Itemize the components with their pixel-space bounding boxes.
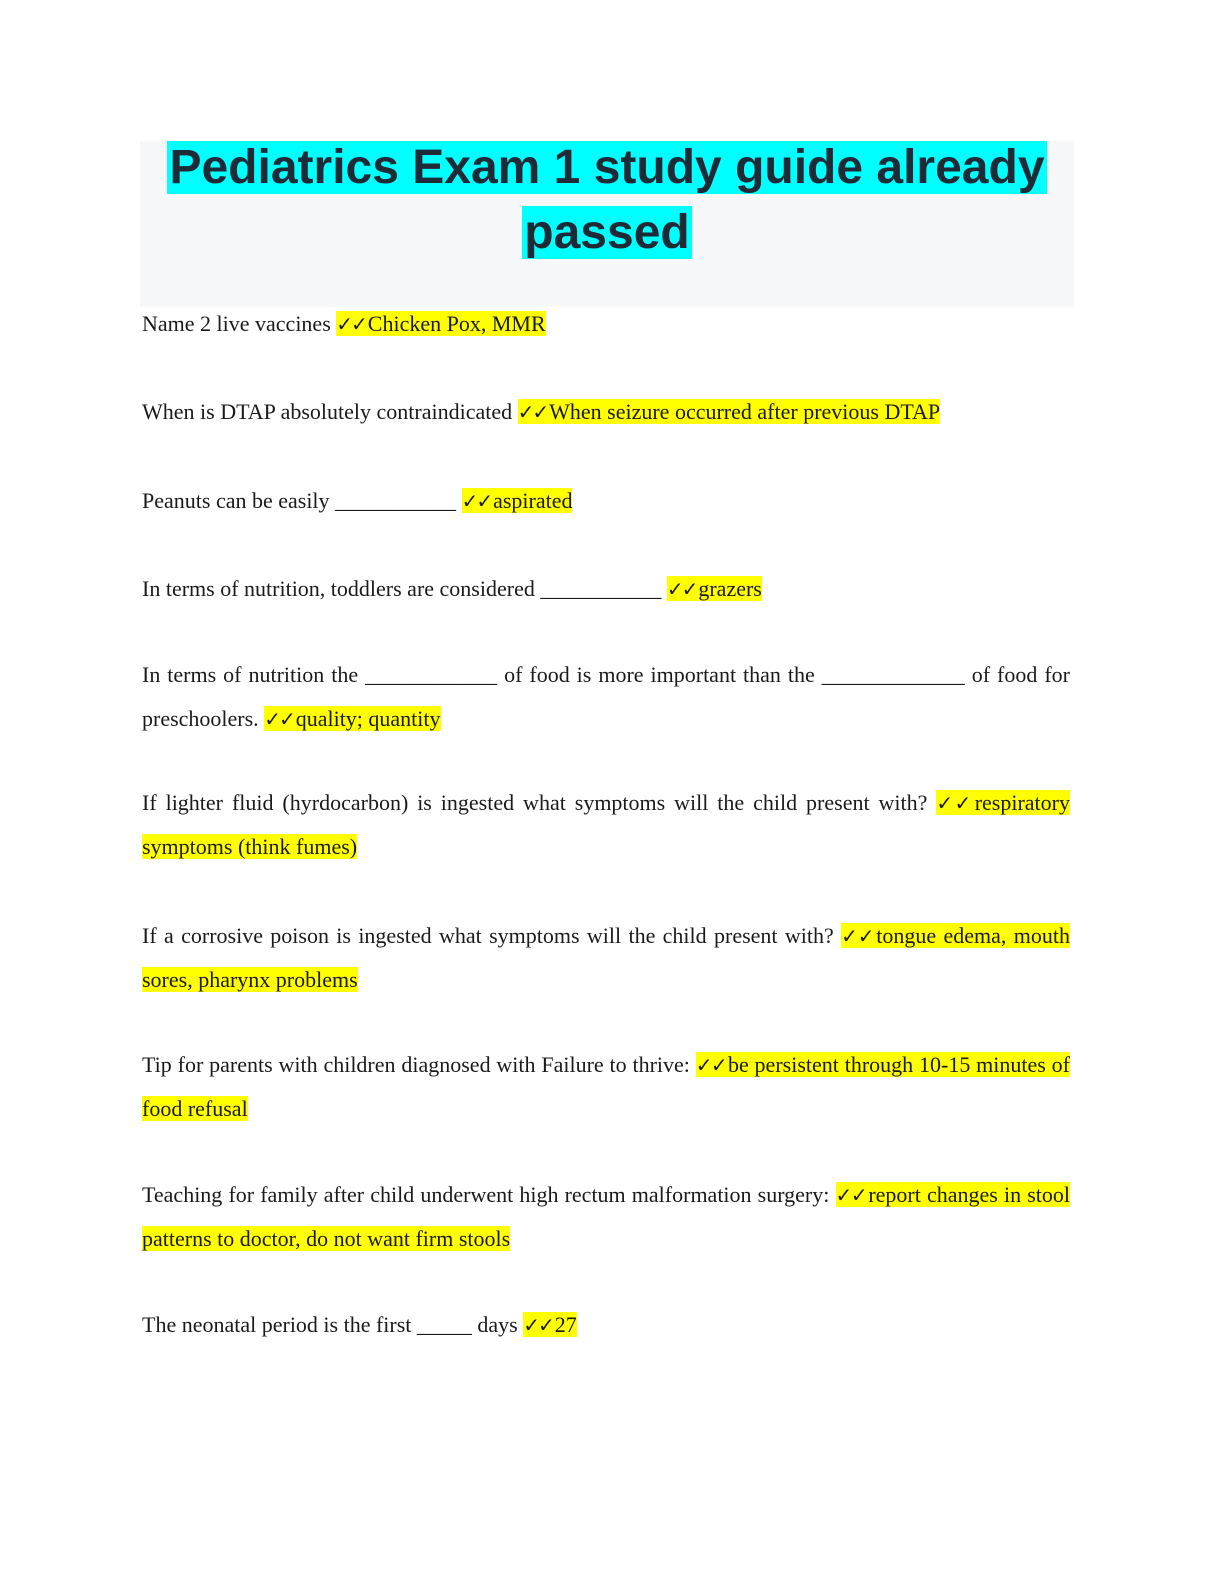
qa-item — [142, 653, 1070, 741]
qa-item — [142, 567, 1070, 611]
double-check-icon: ✓✓ — [936, 791, 973, 815]
answer-highlight — [518, 399, 941, 424]
qa-item — [142, 479, 1070, 523]
question-text: In terms of nutrition the ____________ of food is more important than the _____________ of food for preschoolers. — [142, 662, 1070, 731]
answer-text: grazers — [698, 576, 762, 601]
answer-text: quality; quantity — [295, 706, 441, 731]
double-check-icon: ✓✓ — [336, 312, 366, 336]
question-text: Teaching for family after child underwent high rectum malformation surgery: — [142, 1182, 836, 1207]
double-check-icon: ✓✓ — [841, 924, 875, 948]
qa-item — [142, 302, 1070, 346]
answer-highlight — [523, 1312, 577, 1337]
double-check-icon: ✓✓ — [695, 1053, 726, 1077]
answer-text: tongue edema, mouth sores, pharynx problems — [142, 923, 1070, 992]
answer-text: aspirated — [493, 488, 573, 513]
question-text: Tip for parents with children diagnosed with Failure to thrive: — [142, 1052, 696, 1077]
qa-item — [142, 1043, 1070, 1131]
question-text: Peanuts can be easily ___________ — [142, 488, 462, 513]
question-text: Name 2 live vaccines — [142, 311, 337, 336]
answer-text: report changes in stool patterns to doctor, do not want firm stools — [142, 1182, 1071, 1251]
answer-highlight — [667, 576, 762, 601]
qa-item — [142, 1173, 1070, 1261]
qa-item — [142, 781, 1070, 869]
double-check-icon: ✓✓ — [666, 577, 697, 601]
double-check-icon: ✓✓ — [264, 707, 294, 731]
question-text: When is DTAP absolutely contraindicated — [142, 399, 518, 424]
answer-text: 27 — [554, 1312, 577, 1337]
question-text: If lighter fluid (hyrdocarbon) is ingested what symptoms will the child present with? — [142, 790, 937, 815]
answer-text: Chicken Pox, MMR — [367, 311, 546, 336]
page-title: Pediatrics Exam 1 study guide already passed — [169, 141, 1045, 259]
title-block — [140, 141, 1074, 307]
question-text: If a corrosive poison is ingested what symptoms will the child present with? — [142, 923, 842, 948]
answer-highlight — [264, 706, 440, 731]
double-check-icon: ✓✓ — [461, 489, 492, 513]
question-text: The neonatal period is the first _____ days — [142, 1312, 524, 1337]
answer-highlight — [336, 311, 545, 336]
qa-item — [142, 390, 1070, 434]
answer-text: respiratory symptoms (think fumes) — [142, 790, 1070, 859]
qa-item — [142, 1303, 1070, 1347]
double-check-icon: ✓✓ — [523, 1313, 553, 1337]
answer-text: When seizure occurred after previous DTAP — [549, 399, 941, 424]
answer-text: be persistent through 10-15 minutes of food refusal — [142, 1052, 1070, 1121]
question-text: In terms of nutrition, toddlers are considered ___________ — [142, 576, 667, 601]
double-check-icon: ✓✓ — [835, 1183, 867, 1207]
double-check-icon: ✓✓ — [517, 400, 548, 424]
answer-highlight — [462, 488, 573, 513]
qa-item — [142, 914, 1070, 1002]
